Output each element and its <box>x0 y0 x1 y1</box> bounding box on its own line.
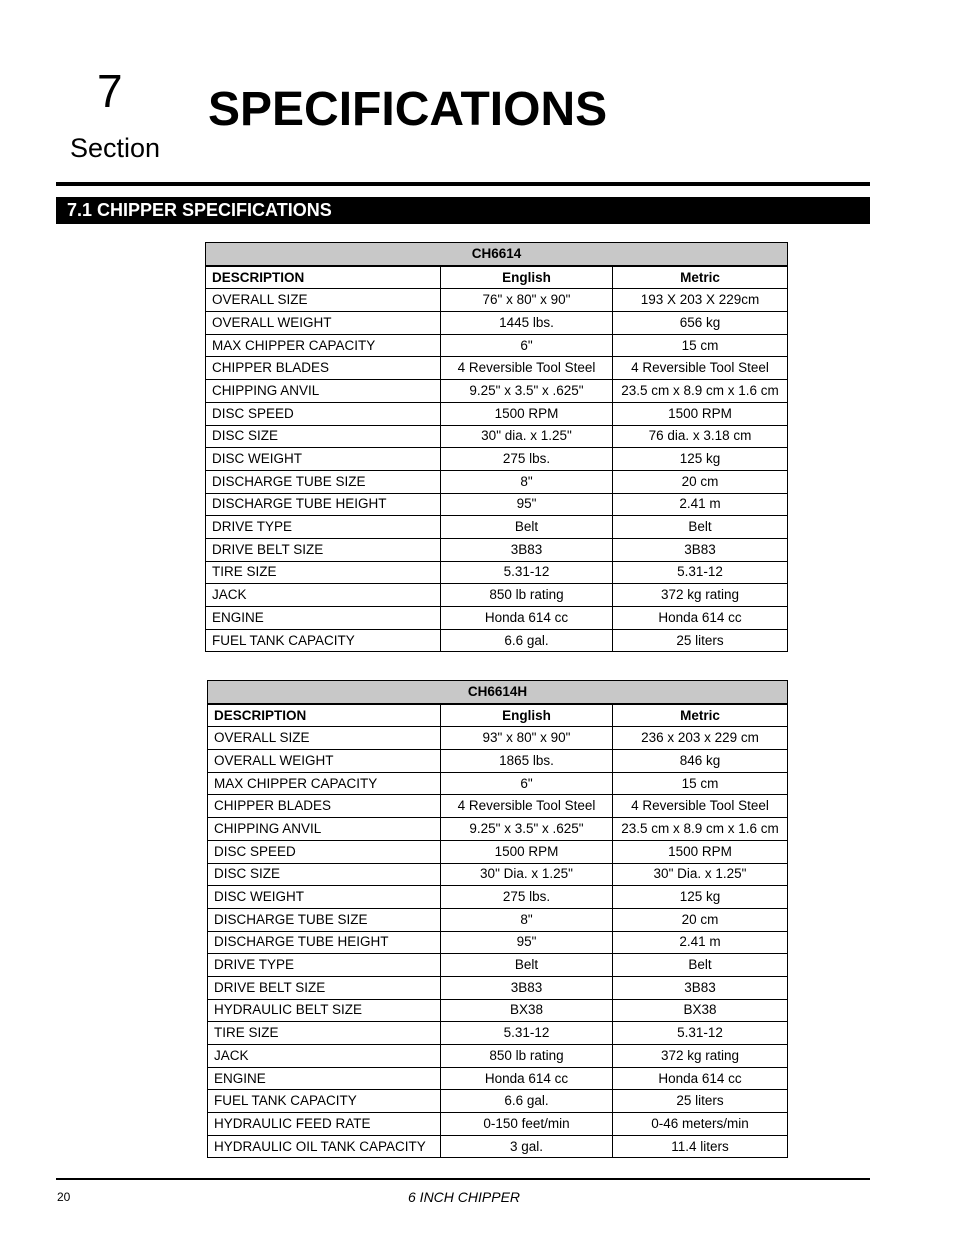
column-header-english: English <box>441 704 613 727</box>
spec-table-ch6614 <box>205 242 788 652</box>
table-row <box>208 1067 788 1090</box>
metric-value-cell: 846 kg <box>613 750 788 773</box>
english-value-cell: 275 lbs. <box>441 886 613 909</box>
table-row <box>206 357 788 380</box>
english-value-cell: 0-150 feet/min <box>441 1113 613 1136</box>
english-value-cell: 6" <box>441 772 613 795</box>
english-value-cell: Belt <box>441 954 613 977</box>
description-cell: JACK <box>206 584 441 607</box>
description-cell: TIRE SIZE <box>206 561 441 584</box>
column-header-description: DESCRIPTION <box>208 704 441 727</box>
english-value-cell: 1445 lbs. <box>441 312 613 335</box>
metric-value-cell: 5.31-12 <box>613 561 788 584</box>
metric-value-cell: 23.5 cm x 8.9 cm x 1.6 cm <box>613 818 788 841</box>
metric-value-cell: 193 X 203 X 229cm <box>613 289 788 312</box>
model-header-row <box>208 681 788 704</box>
metric-value-cell: 0-46 meters/min <box>613 1113 788 1136</box>
description-cell: OVERALL WEIGHT <box>208 750 441 773</box>
column-header-description: DESCRIPTION <box>206 266 441 289</box>
metric-value-cell: 372 kg rating <box>613 584 788 607</box>
table-row <box>206 380 788 403</box>
metric-value-cell: 1500 RPM <box>613 402 788 425</box>
table-row <box>208 750 788 773</box>
column-header-metric: Metric <box>613 704 788 727</box>
metric-value-cell: 125 kg <box>613 448 788 471</box>
metric-value-cell: 20 cm <box>613 470 788 493</box>
description-cell: CHIPPING ANVIL <box>206 380 441 403</box>
description-cell: HYDRAULIC OIL TANK CAPACITY <box>208 1135 441 1158</box>
description-cell: DISC SIZE <box>206 425 441 448</box>
table-row <box>208 818 788 841</box>
english-value-cell: 8" <box>441 470 613 493</box>
table-row <box>206 289 788 312</box>
english-value-cell: 850 lb rating <box>441 584 613 607</box>
metric-value-cell: 15 cm <box>613 772 788 795</box>
table-row <box>206 334 788 357</box>
description-cell: FUEL TANK CAPACITY <box>208 1090 441 1113</box>
model-header-row <box>206 243 788 266</box>
metric-value-cell: 5.31-12 <box>613 1022 788 1045</box>
metric-value-cell: 30" Dia. x 1.25" <box>613 863 788 886</box>
metric-value-cell: Belt <box>613 954 788 977</box>
english-value-cell: 9.25" x 3.5" x .625" <box>441 818 613 841</box>
english-value-cell: 5.31-12 <box>441 561 613 584</box>
english-value-cell: 275 lbs. <box>441 448 613 471</box>
metric-value-cell: 3B83 <box>613 976 788 999</box>
metric-value-cell: 4 Reversible Tool Steel <box>613 795 788 818</box>
description-cell: OVERALL SIZE <box>208 727 441 750</box>
table-row <box>208 727 788 750</box>
metric-value-cell: 20 cm <box>613 908 788 931</box>
english-value-cell: 3B83 <box>441 538 613 561</box>
description-cell: DISCHARGE TUBE SIZE <box>206 470 441 493</box>
english-value-cell: 5.31-12 <box>441 1022 613 1045</box>
table-row <box>206 448 788 471</box>
metric-value-cell: BX38 <box>613 999 788 1022</box>
english-value-cell: 3 gal. <box>441 1135 613 1158</box>
description-cell: MAX CHIPPER CAPACITY <box>206 334 441 357</box>
table-row <box>206 516 788 539</box>
spec-table-ch6614h <box>207 680 788 1158</box>
description-cell: CHIPPER BLADES <box>206 357 441 380</box>
page-number: 20 <box>57 1190 71 1204</box>
table-row <box>206 607 788 630</box>
metric-value-cell: 125 kg <box>613 886 788 909</box>
column-header-english: English <box>441 266 613 289</box>
english-value-cell: 95" <box>441 493 613 516</box>
english-value-cell: 30" dia. x 1.25" <box>441 425 613 448</box>
description-cell: HYDRAULIC BELT SIZE <box>208 999 441 1022</box>
table-row <box>206 561 788 584</box>
description-cell: CHIPPER BLADES <box>208 795 441 818</box>
table-row <box>206 629 788 652</box>
english-value-cell: Honda 614 cc <box>441 607 613 630</box>
table-row <box>208 908 788 931</box>
metric-value-cell: 4 Reversible Tool Steel <box>613 357 788 380</box>
metric-value-cell: 15 cm <box>613 334 788 357</box>
english-value-cell: 1500 RPM <box>441 840 613 863</box>
table-row <box>208 931 788 954</box>
metric-value-cell: 11.4 liters <box>613 1135 788 1158</box>
metric-value-cell: Honda 614 cc <box>613 607 788 630</box>
description-cell: DRIVE TYPE <box>208 954 441 977</box>
description-cell: HYDRAULIC FEED RATE <box>208 1113 441 1136</box>
table-row <box>206 425 788 448</box>
metric-value-cell: 2.41 m <box>613 931 788 954</box>
english-value-cell: 1865 lbs. <box>441 750 613 773</box>
page-title: SPECIFICATIONS <box>208 83 608 136</box>
description-cell: DISC SPEED <box>208 840 441 863</box>
english-value-cell: 93" x 80" x 90" <box>441 727 613 750</box>
table-row <box>206 584 788 607</box>
english-value-cell: 850 lb rating <box>441 1045 613 1068</box>
english-value-cell: 6.6 gal. <box>441 629 613 652</box>
english-value-cell: BX38 <box>441 999 613 1022</box>
metric-value-cell: 372 kg rating <box>613 1045 788 1068</box>
english-value-cell: Honda 614 cc <box>441 1067 613 1090</box>
section-heading: 7.1 CHIPPER SPECIFICATIONS <box>56 197 870 224</box>
metric-value-cell: 3B83 <box>613 538 788 561</box>
description-cell: DISC SIZE <box>208 863 441 886</box>
metric-value-cell: 656 kg <box>613 312 788 335</box>
table-row <box>208 999 788 1022</box>
table-row <box>206 402 788 425</box>
section-number: 7 <box>97 65 123 117</box>
description-cell: DRIVE BELT SIZE <box>208 976 441 999</box>
table-row <box>208 1022 788 1045</box>
description-cell: ENGINE <box>208 1067 441 1090</box>
column-header-metric: Metric <box>613 266 788 289</box>
table-row <box>208 795 788 818</box>
metric-value-cell: 236 x 203 x 229 cm <box>613 727 788 750</box>
metric-value-cell: 76 dia. x 3.18 cm <box>613 425 788 448</box>
english-value-cell: 6.6 gal. <box>441 1090 613 1113</box>
description-cell: OVERALL WEIGHT <box>206 312 441 335</box>
column-header-row <box>206 266 788 289</box>
table-row <box>208 976 788 999</box>
title-divider <box>56 182 870 186</box>
table-row <box>206 470 788 493</box>
english-value-cell: 8" <box>441 908 613 931</box>
english-value-cell: 76" x 80" x 90" <box>441 289 613 312</box>
description-cell: MAX CHIPPER CAPACITY <box>208 772 441 795</box>
table-row <box>208 1113 788 1136</box>
english-value-cell: 6" <box>441 334 613 357</box>
metric-value-cell: 1500 RPM <box>613 840 788 863</box>
description-cell: DISCHARGE TUBE HEIGHT <box>208 931 441 954</box>
description-cell: OVERALL SIZE <box>206 289 441 312</box>
description-cell: JACK <box>208 1045 441 1068</box>
model-name: CH6614H <box>208 681 788 704</box>
english-value-cell: 4 Reversible Tool Steel <box>441 357 613 380</box>
metric-value-cell: Honda 614 cc <box>613 1067 788 1090</box>
table-row <box>206 538 788 561</box>
english-value-cell: 4 Reversible Tool Steel <box>441 795 613 818</box>
english-value-cell: 3B83 <box>441 976 613 999</box>
metric-value-cell: 25 liters <box>613 1090 788 1113</box>
table-row <box>208 886 788 909</box>
description-cell: CHIPPING ANVIL <box>208 818 441 841</box>
english-value-cell: 95" <box>441 931 613 954</box>
description-cell: DISCHARGE TUBE HEIGHT <box>206 493 441 516</box>
model-name: CH6614 <box>206 243 788 266</box>
description-cell: FUEL TANK CAPACITY <box>206 629 441 652</box>
english-value-cell: 9.25" x 3.5" x .625" <box>441 380 613 403</box>
description-cell: DRIVE BELT SIZE <box>206 538 441 561</box>
description-cell: TIRE SIZE <box>208 1022 441 1045</box>
metric-value-cell: 23.5 cm x 8.9 cm x 1.6 cm <box>613 380 788 403</box>
table-row <box>208 840 788 863</box>
section-label: Section <box>70 133 161 163</box>
description-cell: DRIVE TYPE <box>206 516 441 539</box>
description-cell: DISCHARGE TUBE SIZE <box>208 908 441 931</box>
english-value-cell: 1500 RPM <box>441 402 613 425</box>
description-cell: DISC WEIGHT <box>206 448 441 471</box>
table-row <box>208 1135 788 1158</box>
description-cell: DISC SPEED <box>206 402 441 425</box>
english-value-cell: 30" Dia. x 1.25" <box>441 863 613 886</box>
column-header-row <box>208 704 788 727</box>
english-value-cell: Belt <box>441 516 613 539</box>
table-row <box>206 493 788 516</box>
description-cell: DISC WEIGHT <box>208 886 441 909</box>
metric-value-cell: Belt <box>613 516 788 539</box>
metric-value-cell: 25 liters <box>613 629 788 652</box>
table-row <box>206 312 788 335</box>
footer-title: 6 INCH CHIPPER <box>408 1189 521 1205</box>
table-row <box>208 1045 788 1068</box>
footer-divider <box>56 1178 870 1180</box>
table-row <box>208 772 788 795</box>
table-row <box>208 1090 788 1113</box>
table-row <box>208 954 788 977</box>
metric-value-cell: 2.41 m <box>613 493 788 516</box>
description-cell: ENGINE <box>206 607 441 630</box>
table-row <box>208 863 788 886</box>
